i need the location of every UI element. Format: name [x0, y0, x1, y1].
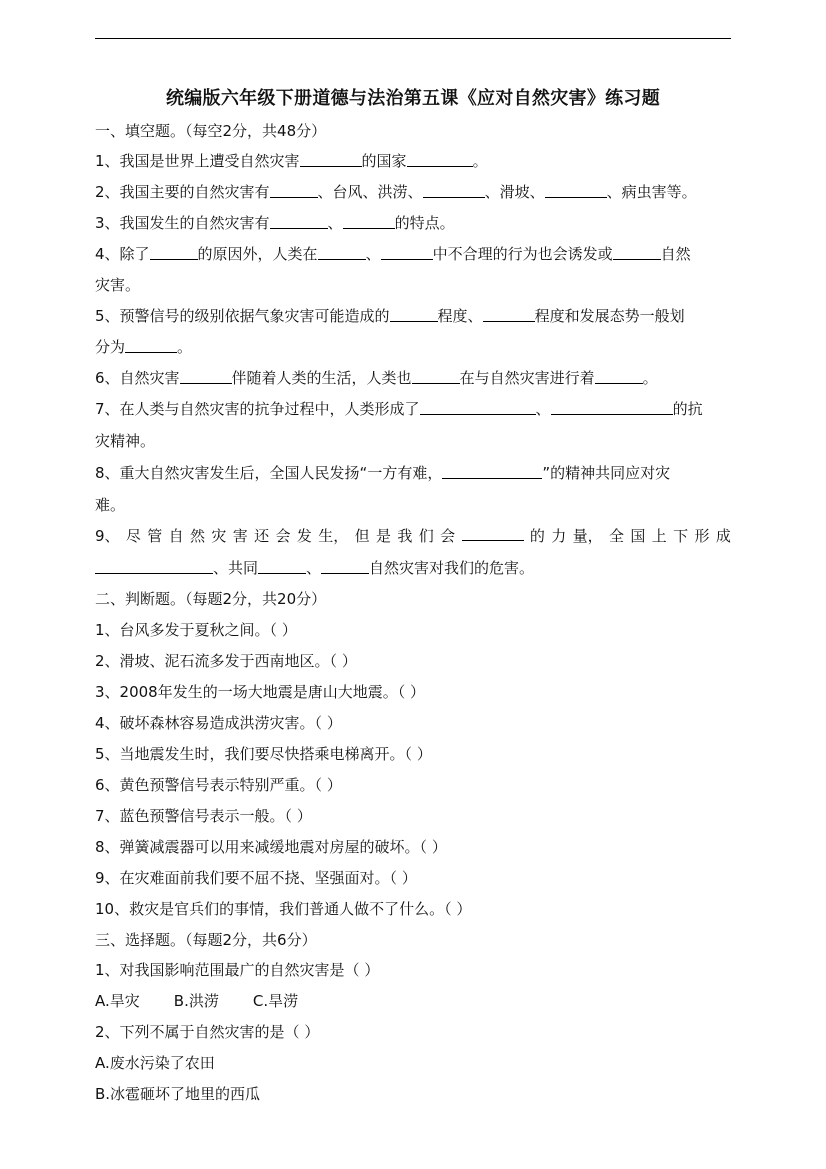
answer-blank[interactable]: [318, 244, 366, 260]
choice-q2-option-a: A.废水污染了农田: [95, 1054, 215, 1072]
option-c: C.旱涝: [252, 992, 299, 1010]
answer-blank[interactable]: [125, 337, 177, 353]
answer-blank[interactable]: [390, 306, 438, 322]
choice-q2: 2、下列不属于自然灾害的是（ ）: [95, 1023, 320, 1041]
answer-blank[interactable]: [300, 151, 362, 167]
q1-fill: 1、我国是世界上遭受自然灾害 的国家 。: [95, 152, 488, 170]
judge-item-1: 1、台风多发于夏秋之间。（ ）: [95, 621, 297, 639]
judge-item-5: 5、当地震发生时，我们要尽快搭乘电梯离开。（ ）: [95, 745, 432, 763]
answer-blank[interactable]: [150, 244, 198, 260]
q6-fill: 6、自然灾害 伴随着人类的生活，人类也 在与自然灾害进行着 。: [95, 369, 658, 387]
judge-item-10: 10、救灾是官兵们的事情，我们普通人做不了什么。（ ）: [95, 900, 472, 918]
answer-blank[interactable]: [343, 213, 395, 229]
q3-fill: 3、我国发生的自然灾害有 、 的特点。: [95, 214, 455, 232]
option-a: A.旱灾: [95, 992, 140, 1010]
section3-heading: 三、选择题。（每题2分，共6分）: [95, 931, 317, 949]
choice-q1: 1、对我国影响范围最广的自然灾害是（ ）: [95, 961, 380, 979]
judge-item-6: 6、黄色预警信号表示特别严重。（ ）: [95, 776, 342, 794]
answer-blank[interactable]: [95, 558, 213, 574]
q8-cont: 难。: [95, 496, 126, 514]
q4-fill: 4、除了 的原因外，人类在 、 中不合理的行为也会诱发或 自然: [95, 245, 691, 263]
q7-cont: 灾精神。: [95, 432, 156, 450]
header-rule: [95, 38, 731, 39]
judge-item-8: 8、弹簧减震器可以用来减缓地震对房屋的破坏。（ ）: [95, 838, 447, 856]
answer-blank[interactable]: [412, 368, 460, 384]
q8-fill: 8、重大自然灾害发生后，全国人民发扬“一方有难， ”的精神共同应对灾: [95, 464, 671, 482]
answer-blank[interactable]: [270, 213, 328, 229]
answer-blank[interactable]: [270, 182, 318, 198]
option-b: B.洪涝: [173, 992, 219, 1010]
answer-blank[interactable]: [180, 368, 232, 384]
section2-heading: 二、判断题。（每题2分，共20分）: [95, 590, 327, 608]
choice-q1-options: [95, 990, 731, 1011]
q7-fill: 7、在人类与自然灾害的抗争过程中，人类形成了 、 的抗: [95, 400, 703, 418]
page-title: 统编版六年级下册道德与法治第五课《应对自然灾害》练习题: [165, 88, 661, 109]
answer-blank[interactable]: [483, 306, 535, 322]
q5-cont: 分为 。: [95, 338, 193, 356]
judge-item-9: 9、在灾难面前我们要不屈不挠、坚强面对。（ ）: [95, 869, 417, 887]
answer-blank[interactable]: [545, 182, 607, 198]
answer-blank[interactable]: [258, 558, 306, 574]
judge-item-2: 2、滑坡、泥石流多发于西南地区。（ ）: [95, 652, 357, 670]
answer-blank[interactable]: [423, 182, 485, 198]
q5-fill: 5、预警信号的级别依据气象灾害可能造成的 程度、 程度和发展态势一般划: [95, 307, 685, 325]
q4-cont: 灾害。: [95, 276, 141, 294]
answer-blank[interactable]: [420, 399, 536, 415]
answer-blank[interactable]: [462, 525, 524, 541]
answer-blank[interactable]: [381, 244, 433, 260]
q2-fill: 2、我国主要的自然灾害有 、台风、洪涝、 、滑坡、 、病虫害等。: [95, 183, 697, 201]
answer-blank[interactable]: [551, 399, 673, 415]
q9-cont: 、共同 、 自然灾害对我们的危害。: [95, 557, 731, 578]
answer-blank[interactable]: [595, 368, 643, 384]
judge-item-3: 3、2008年发生的一场大地震是唐山大地震。（ ）: [95, 683, 425, 701]
section1-heading: 一、填空题。（每空2分，共48分）: [95, 122, 327, 140]
answer-blank[interactable]: [442, 463, 542, 479]
judge-item-4: 4、破坏森林容易造成洪涝灾害。（ ）: [95, 714, 342, 732]
answer-blank[interactable]: [321, 558, 369, 574]
q9-fill: 9、 尽 管 自 然 灾 害 还 会 发 生， 但 是 我 们 会 的 力 量， 全 国 上 下 形 成: [95, 527, 731, 545]
answer-blank[interactable]: [613, 244, 661, 260]
choice-q2-option-b: B.冰雹砸坏了地里的西瓜: [95, 1085, 261, 1103]
answer-blank[interactable]: [407, 151, 473, 167]
judge-item-7: 7、蓝色预警信号表示一般。（ ）: [95, 807, 312, 825]
